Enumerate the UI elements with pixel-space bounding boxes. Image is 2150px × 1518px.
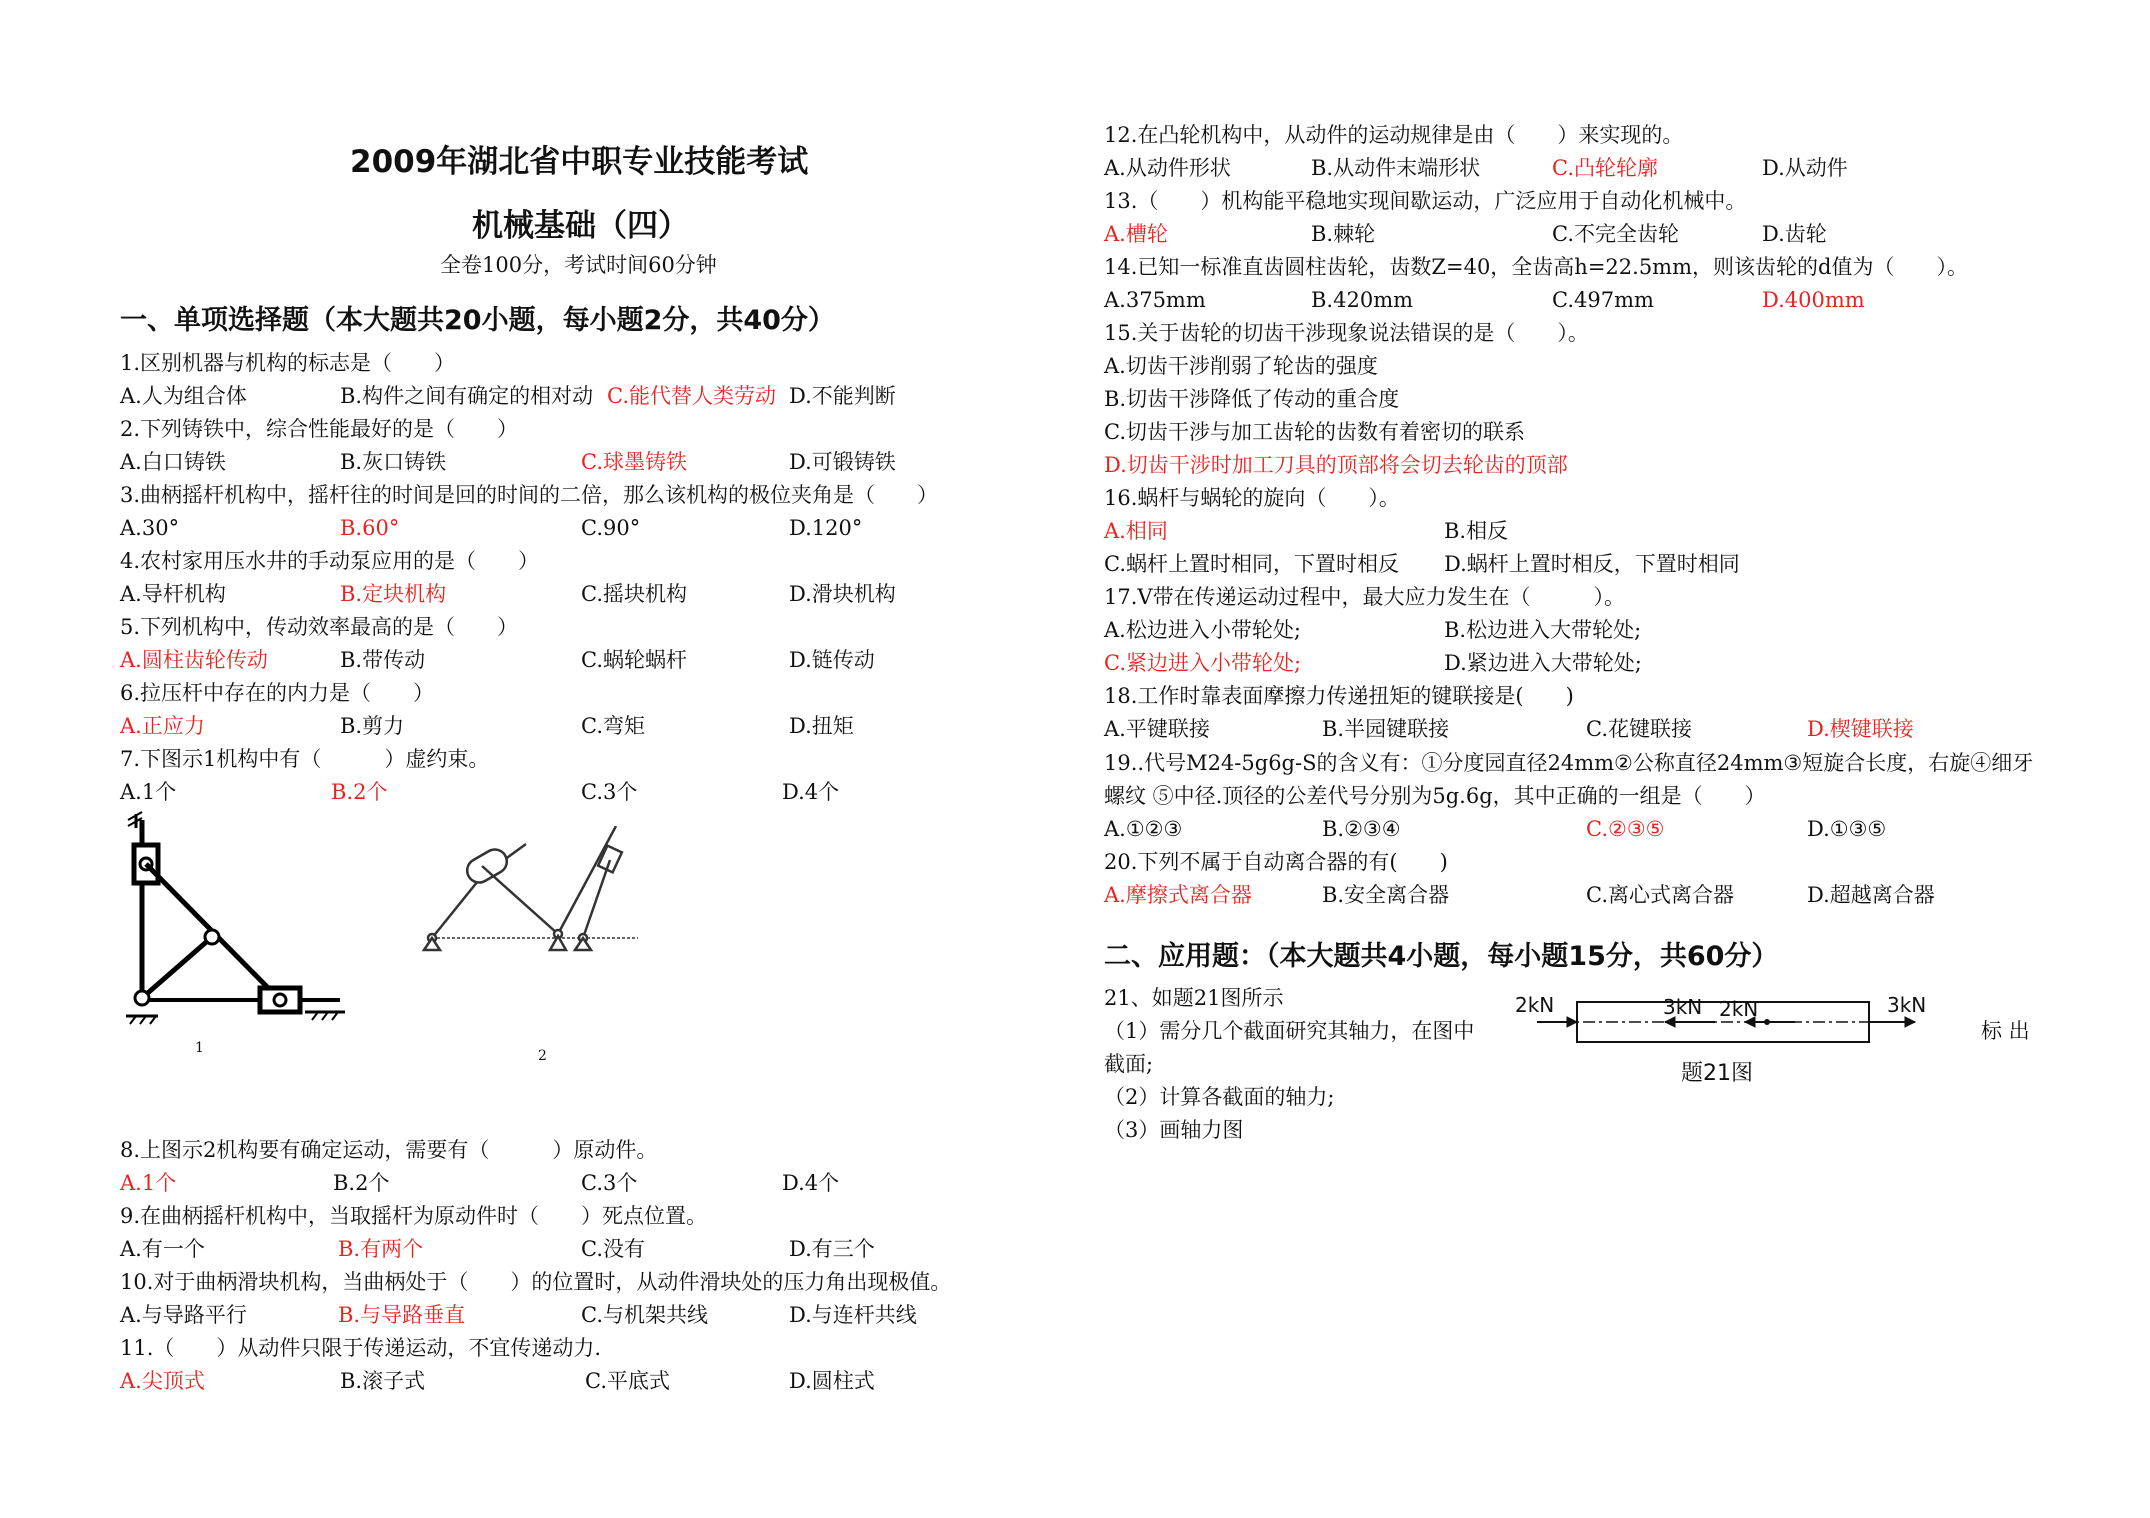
option-answer: A.槽轮 bbox=[1104, 222, 1168, 246]
question-stem: 5.下列机构中，传动效率最高的是（ ） bbox=[120, 615, 519, 639]
option-answer: C.能代替人类劳动 bbox=[607, 384, 776, 408]
option: D.蜗杆上置时相反，下置时相同 bbox=[1444, 552, 1740, 576]
force-label-3kN-right: 3kN bbox=[1887, 993, 1927, 1017]
exam-subtitle: 机械基础（四） bbox=[472, 208, 689, 244]
question-stem: 3.曲柄摇杆机构中，摇杆往的时间是回的时间的二倍，那么该机构的极位夹角是（ ） bbox=[120, 483, 939, 507]
option: D.4个 bbox=[782, 1171, 840, 1195]
option: B.棘轮 bbox=[1311, 222, 1376, 246]
mechanism-figure-1 bbox=[120, 810, 370, 1060]
option: B.构件之间有确定的相对动 bbox=[340, 384, 594, 408]
option: B.420mm bbox=[1311, 288, 1414, 312]
option: B.松边进入大带轮处; bbox=[1444, 618, 1642, 642]
section2-title: 二、应用题：（本大题共4小题，每小题15分，共60分） bbox=[1104, 941, 1779, 972]
option-answer: C.球墨铸铁 bbox=[581, 450, 687, 474]
option-answer: D.楔键联接 bbox=[1807, 717, 1914, 741]
option: A.有一个 bbox=[120, 1237, 205, 1261]
option: A.1个 bbox=[120, 780, 177, 804]
option: A.切齿干涉削弱了轮齿的强度 bbox=[1104, 354, 1378, 378]
option: B.带传动 bbox=[340, 648, 426, 672]
option: D.滑块机构 bbox=[789, 582, 896, 606]
figure-1-caption: 1 bbox=[195, 1040, 204, 1056]
question-stem: 13.（ ）机构能平稳地实现间歇运动，广泛应用于自动化机械中。 bbox=[1104, 189, 1747, 213]
option: B.相反 bbox=[1444, 519, 1509, 543]
option-answer: A.尖顶式 bbox=[120, 1369, 205, 1393]
question-stem-cont: 螺纹 ⑤中径.顶径的公差代号分别为5g.6g，其中正确的一组是（ ） bbox=[1104, 784, 1766, 808]
option-answer: B.定块机构 bbox=[340, 582, 447, 606]
option-answer: A.正应力 bbox=[120, 714, 205, 738]
option: C.摇块机构 bbox=[581, 582, 687, 606]
option: B.安全离合器 bbox=[1322, 883, 1450, 907]
option: D.圆柱式 bbox=[789, 1369, 875, 1393]
option: A.导杆机构 bbox=[120, 582, 226, 606]
option: A.与导路平行 bbox=[120, 1303, 247, 1327]
q21-line3: 截面; bbox=[1104, 1052, 1154, 1076]
option: C.平底式 bbox=[585, 1369, 670, 1393]
option: D.①③⑤ bbox=[1807, 817, 1887, 841]
option: D.扭矩 bbox=[789, 714, 854, 738]
option-answer: C.凸轮轮廓 bbox=[1552, 156, 1658, 180]
option: A.30° bbox=[120, 516, 180, 540]
option: D.有三个 bbox=[789, 1237, 875, 1261]
question-stem: 9.在曲柄摇杆机构中，当取摇杆为原动件时（ ）死点位置。 bbox=[120, 1204, 708, 1228]
question-stem: 15.关于齿轮的切齿干涉现象说法错误的是（ ）。 bbox=[1104, 321, 1589, 345]
option: D.可锻铸铁 bbox=[789, 450, 896, 474]
option: D.与连杆共线 bbox=[789, 1303, 917, 1327]
question-stem: 17.V带在传递运动过程中，最大应力发生在（ ）。 bbox=[1104, 585, 1626, 609]
option-answer: D.400mm bbox=[1762, 288, 1865, 312]
question-stem: 16.蜗杆与蜗轮的旋向（ ）。 bbox=[1104, 486, 1400, 510]
option: D.120° bbox=[789, 516, 863, 540]
option: D.不能判断 bbox=[789, 384, 896, 408]
option: C.花键联接 bbox=[1586, 717, 1692, 741]
option: C.497mm bbox=[1552, 288, 1654, 312]
force-label-2kN-left: 2kN bbox=[1515, 993, 1555, 1017]
option: C.90° bbox=[581, 516, 641, 540]
option: D.齿轮 bbox=[1762, 222, 1827, 246]
option: B.2个 bbox=[333, 1171, 390, 1195]
option: B.灰口铸铁 bbox=[340, 450, 447, 474]
option-answer: D.切齿干涉时加工刀具的顶部将会切去轮齿的顶部 bbox=[1104, 453, 1568, 477]
option-answer: A.圆柱齿轮传动 bbox=[120, 648, 268, 672]
question-stem: 14.已知一标准直齿圆柱齿轮，齿数Z=40，全齿高h=22.5mm，则该齿轮的d值为（ ）。 bbox=[1104, 255, 1968, 279]
question-stem: 6.拉压杆中存在的内力是（ ） bbox=[120, 681, 435, 705]
option: C.3个 bbox=[581, 780, 638, 804]
question-stem: 8.上图示2机构要有确定运动，需要有（ ）原动件。 bbox=[120, 1138, 658, 1162]
question-stem: 2.下列铸铁中，综合性能最好的是（ ） bbox=[120, 417, 519, 441]
question-stem: 20.下列不属于自动离合器的有( ) bbox=[1104, 850, 1448, 874]
section1-title: 一、单项选择题（本大题共20小题，每小题2分，共40分） bbox=[120, 305, 835, 336]
option: C.蜗杆上置时相同，下置时相反 bbox=[1104, 552, 1399, 576]
option-answer: C.紧边进入小带轮处; bbox=[1104, 651, 1302, 675]
q21-line5: （3）画轴力图 bbox=[1104, 1118, 1244, 1142]
question-stem: 12.在凸轮机构中，从动件的运动规律是由（ ）来实现的。 bbox=[1104, 123, 1684, 147]
question-stem: 18.工作时靠表面摩擦力传递扭矩的键联接是( ) bbox=[1104, 684, 1574, 708]
force-label-2kN-mid: 2kN bbox=[1719, 997, 1759, 1021]
option: C.离心式离合器 bbox=[1586, 883, 1734, 907]
option: A.人为组合体 bbox=[120, 384, 247, 408]
axial-force-figure bbox=[1515, 992, 1930, 1102]
option-answer: A.1个 bbox=[120, 1171, 177, 1195]
option: C.切齿干涉与加工齿轮的齿数有着密切的联系 bbox=[1104, 420, 1525, 444]
q21-line1: 21、如题21图所示 bbox=[1104, 986, 1284, 1010]
option: D.链传动 bbox=[789, 648, 875, 672]
option: C.蜗轮蜗杆 bbox=[581, 648, 687, 672]
q21-line2-tail: 标 出 bbox=[1981, 1019, 2030, 1043]
option-answer: B.与导路垂直 bbox=[338, 1303, 466, 1327]
option: A.白口铸铁 bbox=[120, 450, 226, 474]
option: C.弯矩 bbox=[581, 714, 645, 738]
question-stem: 4.农村家用压水井的手动泵应用的是（ ） bbox=[120, 549, 540, 573]
mechanism-figure-2 bbox=[418, 826, 648, 956]
question-stem: 10.对于曲柄滑块机构，当曲柄处于（ ）的位置时，从动件滑块处的压力角出现极值。 bbox=[120, 1270, 952, 1294]
option: D.超越离合器 bbox=[1807, 883, 1935, 907]
option-answer: B.有两个 bbox=[338, 1237, 424, 1261]
option-answer: A.摩擦式离合器 bbox=[1104, 883, 1252, 907]
option: B.滚子式 bbox=[340, 1369, 426, 1393]
option: A.平键联接 bbox=[1104, 717, 1210, 741]
option: B.②③④ bbox=[1322, 817, 1401, 841]
question-stem: 7.下图示1机构中有（ ）虚约束。 bbox=[120, 747, 490, 771]
q21-line2: （1）需分几个截面研究其轴力，在图中 bbox=[1104, 1019, 1475, 1043]
option-answer: B.2个 bbox=[331, 780, 388, 804]
option: A.松边进入小带轮处; bbox=[1104, 618, 1301, 642]
option: C.不完全齿轮 bbox=[1552, 222, 1679, 246]
option: D.4个 bbox=[782, 780, 840, 804]
force-label-3kN-mid: 3kN bbox=[1663, 995, 1703, 1019]
option: C.没有 bbox=[581, 1237, 645, 1261]
option-answer: A.相同 bbox=[1104, 519, 1168, 543]
question-stem: 1.区别机器与机构的标志是（ ） bbox=[120, 351, 456, 375]
option: B.剪力 bbox=[340, 714, 405, 738]
option: B.切齿干涉降低了传动的重合度 bbox=[1104, 387, 1400, 411]
exam-info: 全卷100分，考试时间60分钟 bbox=[440, 253, 717, 277]
option: C.与机架共线 bbox=[581, 1303, 708, 1327]
option: C.3个 bbox=[581, 1171, 638, 1195]
q21-line4: （2）计算各截面的轴力; bbox=[1104, 1085, 1335, 1109]
option: A.375mm bbox=[1104, 288, 1206, 312]
question-stem: 11.（ ）从动件只限于传递运动，不宜传递动力. bbox=[120, 1336, 602, 1360]
option: D.从动件 bbox=[1762, 156, 1848, 180]
figure-21-caption: 题21图 bbox=[1681, 1061, 1753, 1086]
option-answer: B.60° bbox=[340, 516, 400, 540]
option-answer: C.②③⑤ bbox=[1586, 817, 1665, 841]
option: B.从动件末端形状 bbox=[1311, 156, 1481, 180]
option: A.从动件形状 bbox=[1104, 156, 1231, 180]
figure-2-caption: 2 bbox=[538, 1048, 547, 1064]
option: D.紧边进入大带轮处; bbox=[1444, 651, 1642, 675]
exam-title: 2009年湖北省中职专业技能考试 bbox=[350, 144, 809, 180]
option: A.①②③ bbox=[1104, 817, 1183, 841]
question-stem: 19..代号M24-5g6g-S的含义有：①分度园直径24mm②公称直径24mm③短旋合长度，右旋④细牙 bbox=[1104, 751, 2034, 775]
option: B.半园键联接 bbox=[1322, 717, 1450, 741]
